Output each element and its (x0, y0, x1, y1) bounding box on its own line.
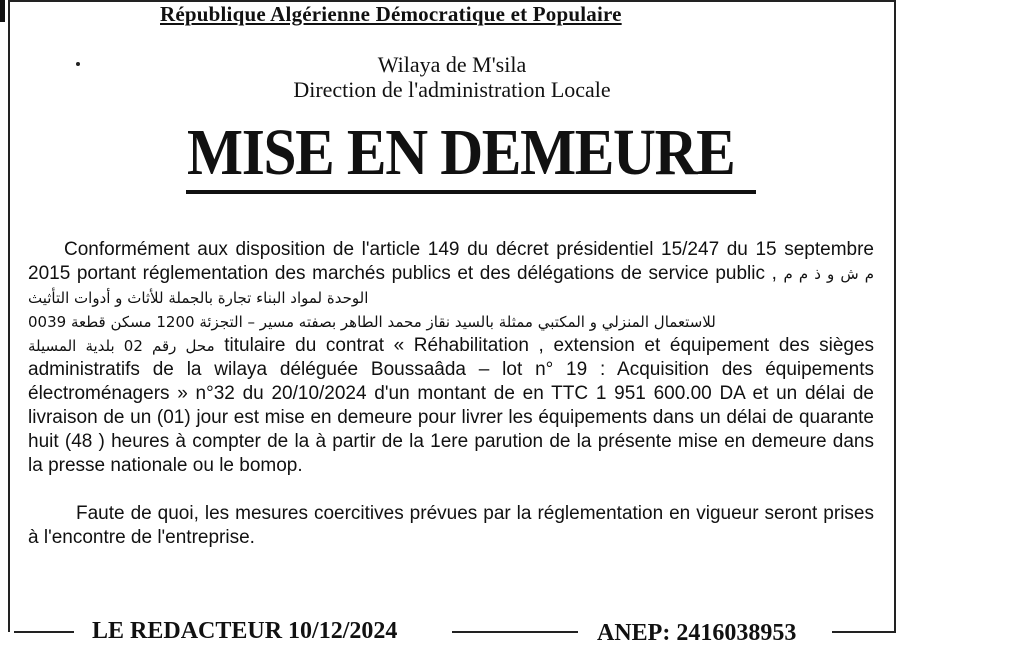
paragraph-main-fr-end: titulaire du contrat « Réhabilitation , extension et équipement des sièges administratifs de la wilaya déléguée Boussaâda – lot n° 19 : Acquisition des équipements électroménagers » n°32 du 20/10/2024 d'un montant de en TTC 1 951 600.00 DA et un délai de livraison de un (01) jour est mise en demeure pour livrer les équipements dans un délai de quarante huit (48 ) heures à compter de la à partir de la 1ere parution de la présente mise en demeure dans la presse nationale ou le bomop. (28, 335, 875, 476)
direction-line: Direction de l'administration Locale (293, 77, 611, 102)
republic-heading: République Algérienne Démocratique et Populaire (160, 2, 622, 26)
notice-title: MISE EN DEMEURE (187, 116, 735, 189)
notice-body (28, 238, 874, 550)
notice-footer (0, 618, 1024, 648)
paragraph-consequence: Faute de quoi, les mesures coercitives prévues par la réglementation en vigueur seront prises à l'encontre de l'entreprise. (28, 503, 874, 548)
anep-reference: ANEP: 2416038953 (597, 620, 797, 646)
paragraph-main-ar-2: للاستعمال المنزلي و المكتبي ممثلة بالسيد نقاز محمد الطاهر بصفته مسير – التجزئة 1200 مسكن قطعة 0039 (28, 313, 716, 331)
footer-rule-middle (452, 631, 578, 633)
footer-rule-left (14, 631, 74, 633)
paragraph-main-ar-3: محل رقم 02 بلدية المسيلة (28, 337, 215, 355)
redacteur-signature: LE REDACTEUR 10/12/2024 (92, 618, 398, 644)
speck (76, 62, 80, 66)
paragraph-main (28, 238, 874, 478)
footer-rule-right (832, 631, 896, 633)
scan-edge-mark (0, 0, 5, 22)
wilaya-line: Wilaya de M'sila (377, 52, 527, 77)
paragraph-main-fr-start: Conformément aux disposition de l'article 149 du décret présidentiel 15/247 du 15 septembre 2015 portant réglementation des marchés publics et des délégations de service public , (28, 239, 874, 284)
title-underline (186, 190, 756, 194)
paragraph-main-ar-1: م ش و ذ م م الوحدة لمواد البناء تجارة بالجملة للأثاث و أدوات التأثيث (28, 265, 875, 307)
